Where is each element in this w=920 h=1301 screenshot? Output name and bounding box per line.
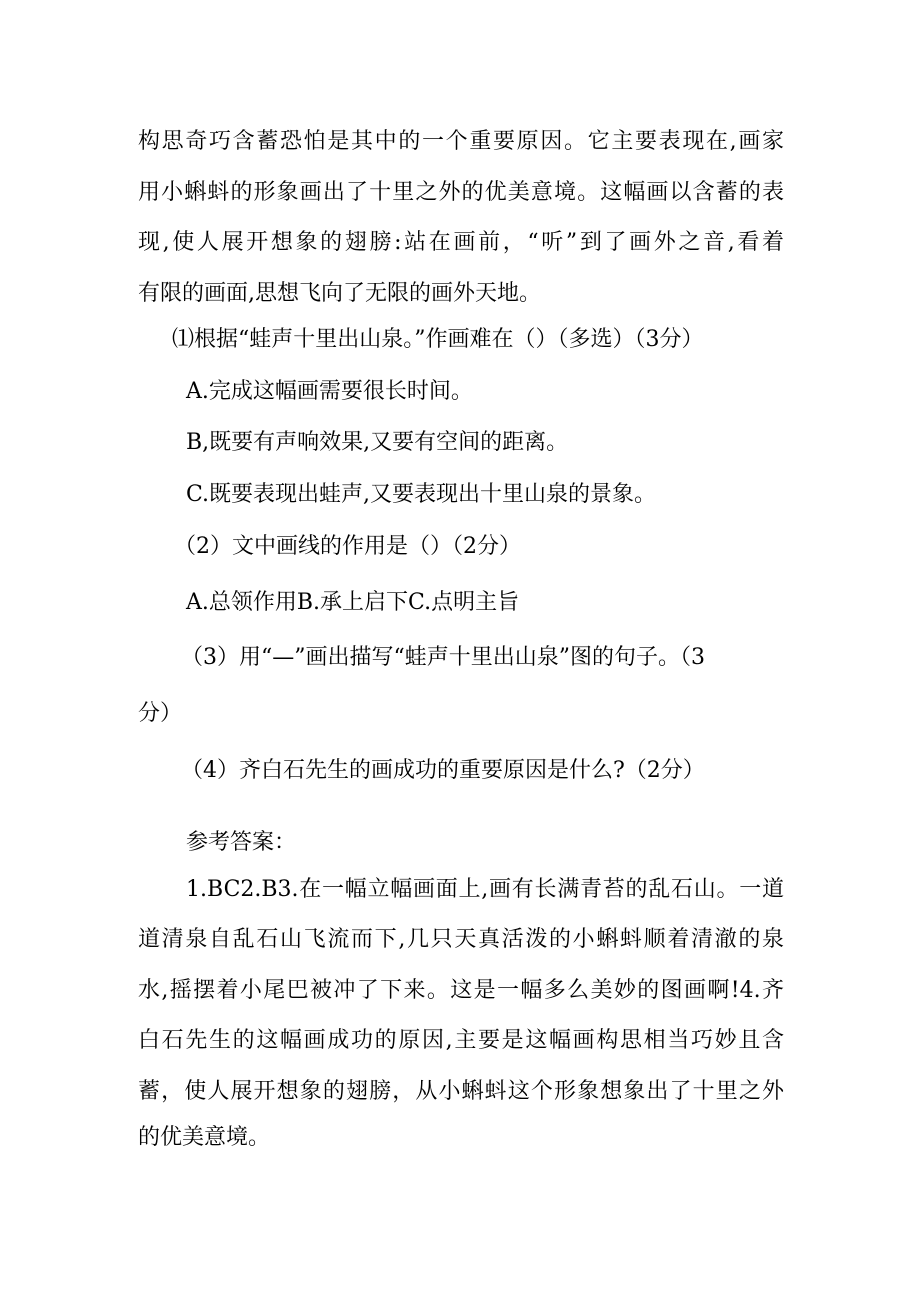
question-stem: （3）用“—”画出描写“蛙声十里出山泉”图的句子。（3 <box>181 645 705 670</box>
answer-heading: 参考答案： <box>186 830 297 855</box>
passage-line: 构思奇巧含蓄恐怕是其中的一个重要原因。它主要表现在,画家 <box>138 129 784 154</box>
question-stem: （2）文中画线的作用是（）（2分） <box>174 534 521 559</box>
answer-line: 道清泉自乱石山飞流而下,几只天真活泼的小蝌蚪顺着清澈的泉 <box>138 927 784 952</box>
answer-line: 的优美意境。 <box>138 1125 271 1150</box>
question-stem: ⑴根据“蛙声十里出山泉。”作画难在（）（多选）（3分） <box>172 327 704 352</box>
option-b: B,既要有声响效果,又要有空间的距离。 <box>186 430 569 455</box>
option-c: C.既要表现出蛙声,又要表现出十里山泉的景象。 <box>186 482 657 507</box>
answer-line: 白石先生的这幅画成功的原因,主要是这幅画构思相当巧妙且含 <box>138 1028 784 1053</box>
answer-line: 水,摇摆着小尾巴被冲了下来。这是一幅多么美妙的图画啊!4.齐 <box>138 978 784 1003</box>
answer-line: 1.BC2.B3.在一幅立幅画面上,画有长满青苔的乱石山。一道 <box>186 877 784 902</box>
question-stem: （4）齐白石先生的画成功的重要原因是什么?（2分） <box>181 758 705 783</box>
question-stem-continued: 分） <box>138 701 183 726</box>
passage-line: 现,使人展开想象的翅膀:站在画前，“听”到了画外之音,看着 <box>138 230 784 255</box>
passage-line: 用小蝌蚪的形象画出了十里之外的优美意境。这幅画以含蓄的表 <box>138 180 784 205</box>
question-options: A.总领作用B.承上启下C.点明主旨 <box>186 590 520 615</box>
option-a: A.完成这幅画需要很长时间。 <box>186 379 473 404</box>
answer-line: 蓄，使人展开想象的翅膀，从小蝌蚪这个形象想象出了十里之外 <box>138 1079 784 1104</box>
passage-line: 有限的画面,思想飞向了无限的画外天地。 <box>138 281 541 306</box>
